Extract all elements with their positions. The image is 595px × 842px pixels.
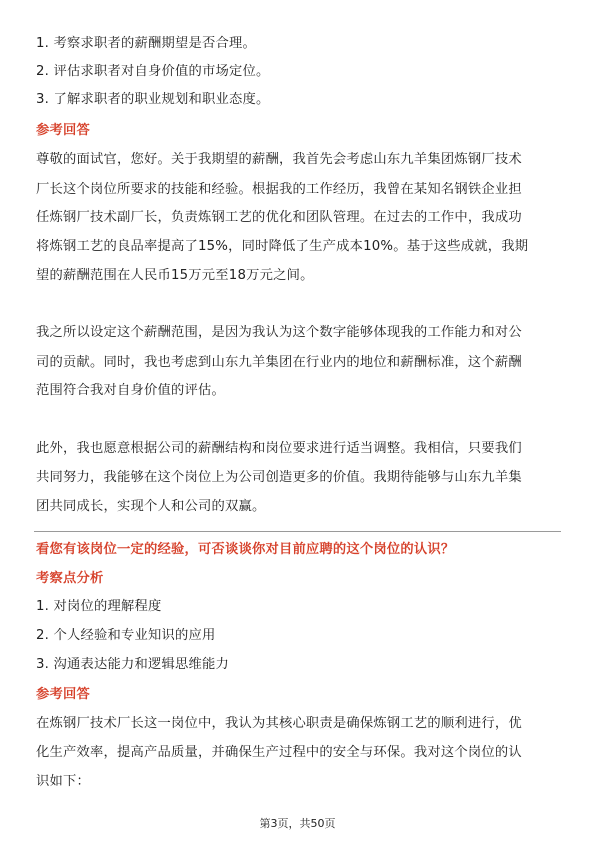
answer-line: 望的薪酬范围在人民币15万元至18万元之间。 — [36, 268, 314, 283]
answer-line: 我之所以设定这个薪酬范围，是因为我认为这个数字能够体现我的工作能力和对公 — [36, 325, 522, 340]
answer-line: 化生产效率，提高产品质量，并确保生产过程中的安全与环保。我对这个岗位的认 — [36, 745, 522, 760]
answer-line: 厂长这个岗位所要求的技能和经验。根据我的工作经历，我曾在某知名钢铁企业担 — [36, 182, 522, 197]
answer-line: 任炼钢厂技术副厂长，负责炼钢工艺的优化和团队管理。在过去的工作中，我成功 — [36, 210, 522, 225]
section-divider — [34, 531, 561, 532]
answer-line: 范围符合我对自身价值的评估。 — [36, 383, 225, 398]
assessment-point: 3. 了解求职者的职业规划和职业态度。 — [36, 92, 270, 107]
answer-line: 识如下： — [36, 774, 90, 789]
answer-heading: 参考回答 — [36, 123, 90, 138]
answer-heading: 参考回答 — [36, 687, 90, 702]
answer-line: 在炼钢厂技术厂长这一岗位中，我认为其核心职责是确保炼钢工艺的顺利进行，优 — [36, 716, 522, 731]
page-number: 第3页，共50页 — [259, 817, 336, 830]
analysis-point: 2. 个人经验和专业知识的应用 — [36, 628, 216, 643]
answer-line: 将炼钢工艺的良品率提高了15%，同时降低了生产成本10%。基于这些成就，我期 — [36, 239, 529, 254]
answer-line: 共同努力，我能够在这个岗位上为公司创造更多的价值。我期待能够与山东九羊集 — [36, 470, 522, 485]
interview-question: 看您有该岗位一定的经验，可否谈谈你对目前应聘的这个岗位的认识？ — [36, 542, 455, 557]
assessment-point: 2. 评估求职者对自身价值的市场定位。 — [36, 64, 270, 79]
analysis-point: 3. 沟通表达能力和逻辑思维能力 — [36, 657, 229, 672]
answer-line: 此外，我也愿意根据公司的薪酬结构和岗位要求进行适当调整。我相信，只要我们 — [36, 441, 522, 456]
assessment-point: 1. 考察求职者的薪酬期望是否合理。 — [36, 36, 256, 51]
answer-line: 司的贡献。同时，我也考虑到山东九羊集团在行业内的地位和薪酬标准，这个薪酬 — [36, 355, 522, 370]
analysis-point: 1. 对岗位的理解程度 — [36, 599, 162, 614]
analysis-heading: 考察点分析 — [36, 571, 104, 586]
answer-line: 尊敬的面试官，您好。关于我期望的薪酬，我首先会考虑山东九羊集团炼钢厂技术 — [36, 152, 522, 167]
answer-line: 团共同成长，实现个人和公司的双赢。 — [36, 499, 266, 514]
